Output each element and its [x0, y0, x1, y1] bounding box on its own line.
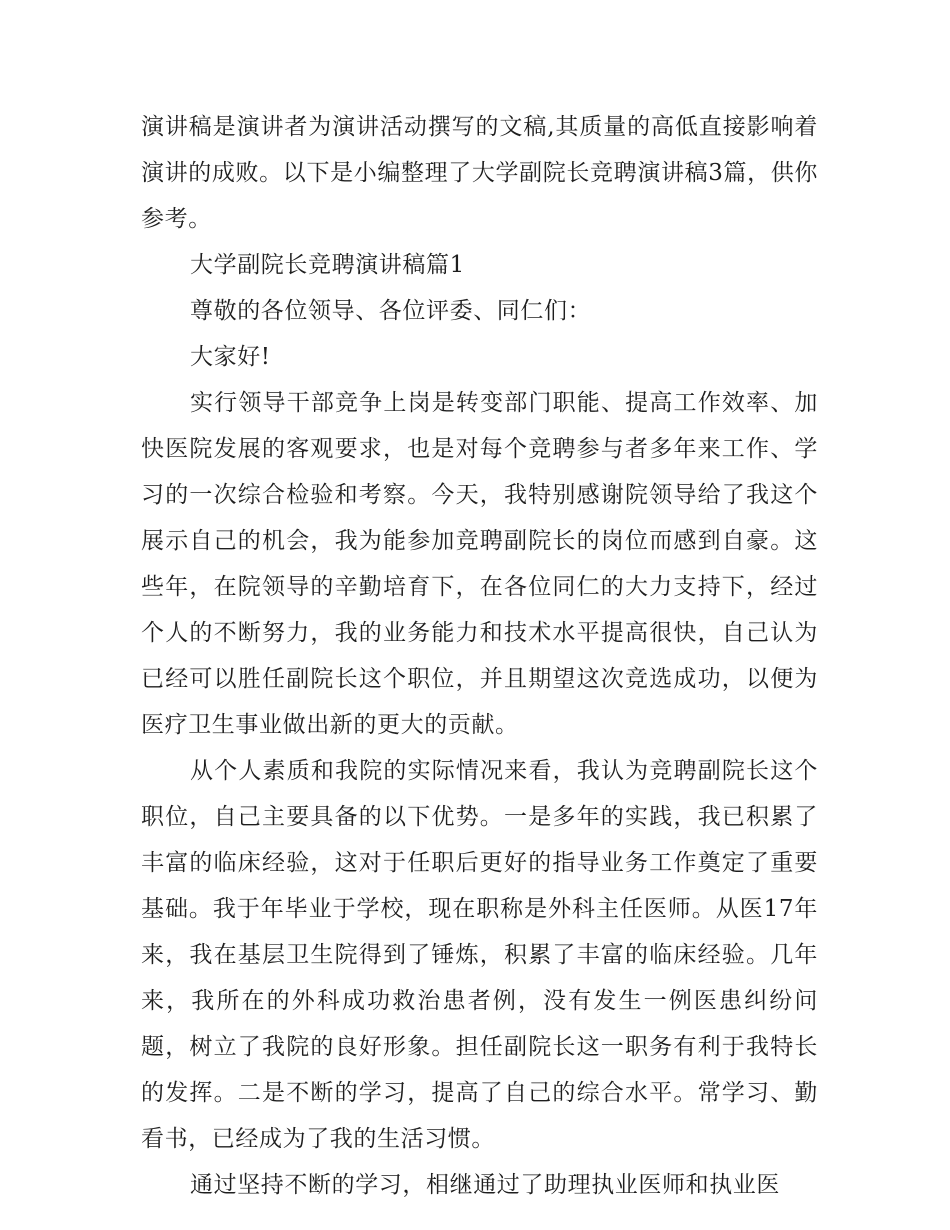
salutation: 尊敬的各位领导、各位评委、同仁们：	[190, 298, 592, 324]
body-paragraph-3: 通过坚持不断的学习，相继通过了助理执业医师和执业医	[190, 1172, 780, 1198]
body-paragraph-2: 从个人素质和我院的实际情况来看，我认为竞聘副院长这个职位，自己主要具备的以下优势。一是多年的实践，我已积累了丰富的临床经验，这对于任职后更好的指导业务工作奠定了重要基础。我于年毕业于学校，现在职称是外科主任医师。从医17年来，我在基层卫生院得到了锤炼，积累了丰富的临床经验。几年来，我所在的外科成功救治患者例，没有发生一例医患纠纷问题，树立了我院的良好形象。担任副院长这一职务有利于我特长的发挥。二是不断的学习，提高了自己的综合水平。常学习、勤看书，已经成为了我的生活习惯。	[141, 758, 818, 1152]
greeting: 大家好!	[190, 344, 271, 370]
intro-paragraph: 演讲稿是演讲者为演讲活动撰写的文稿,其质量的高低直接影响着演讲的成败。以下是小编整理了大学副院长竞聘演讲稿3篇，供你参考。	[141, 114, 818, 232]
body-paragraph-1: 实行领导干部竞争上岗是转变部门职能、提高工作效率、加快医院发展的客观要求，也是对每个竞聘参与者多年来工作、学习的一次综合检验和考察。今天，我特别感谢院领导给了我这个展示自己的机会，我为能参加竞聘副院长的岗位而感到自豪。这些年，在院领导的辛勤培育下，在各位同仁的大力支持下，经过个人的不断努力，我的业务能力和技术水平提高很快，自己认为已经可以胜任副院长这个职位，并且期望这次竞选成功，以便为医疗卫生事业做出新的更大的贡献。	[141, 390, 818, 738]
section-heading: 大学副院长竞聘演讲稿篇1	[190, 252, 465, 278]
